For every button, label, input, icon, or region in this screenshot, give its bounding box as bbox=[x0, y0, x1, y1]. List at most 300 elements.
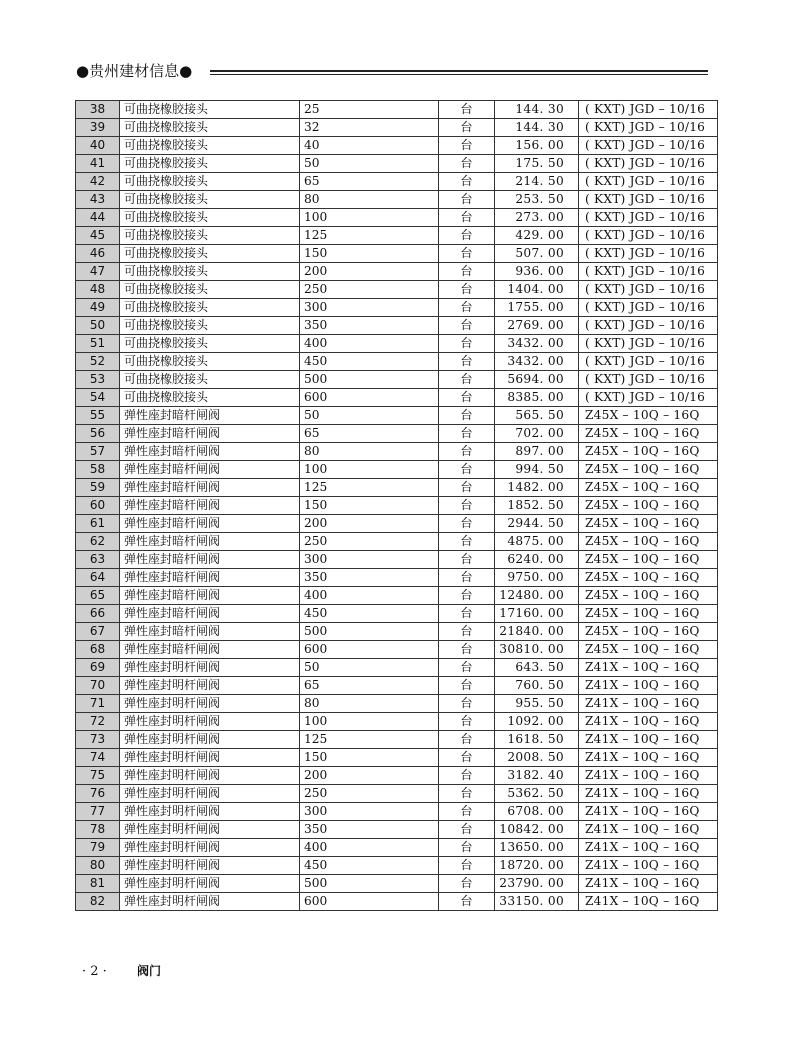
table-row bbox=[76, 389, 718, 407]
unit: 台 bbox=[439, 281, 495, 299]
row-number: 61 bbox=[76, 515, 120, 533]
table-row bbox=[76, 803, 718, 821]
unit: 台 bbox=[439, 821, 495, 839]
spec-size: 80 bbox=[300, 695, 439, 713]
spec-size: 350 bbox=[300, 317, 439, 335]
spec-size: 600 bbox=[300, 893, 439, 911]
product-name: 弹性座封暗杆闸阀 bbox=[120, 461, 300, 479]
table-row bbox=[76, 623, 718, 641]
model-number: Z45X – 10Q – 16Q bbox=[579, 497, 718, 515]
row-number: 38 bbox=[76, 101, 120, 119]
spec-size: 350 bbox=[300, 821, 439, 839]
table-row bbox=[76, 119, 718, 137]
unit: 台 bbox=[439, 767, 495, 785]
price-table-body bbox=[76, 101, 718, 911]
table-row bbox=[76, 605, 718, 623]
row-number: 55 bbox=[76, 407, 120, 425]
unit: 台 bbox=[439, 101, 495, 119]
row-number: 77 bbox=[76, 803, 120, 821]
spec-size: 80 bbox=[300, 443, 439, 461]
product-name: 弹性座封明杆闸阀 bbox=[120, 695, 300, 713]
model-number: Z45X – 10Q – 16Q bbox=[579, 533, 718, 551]
model-number: Z41X – 10Q – 16Q bbox=[579, 821, 718, 839]
unit: 台 bbox=[439, 137, 495, 155]
unit: 台 bbox=[439, 605, 495, 623]
spec-size: 25 bbox=[300, 101, 439, 119]
spec-size: 65 bbox=[300, 173, 439, 191]
row-number: 45 bbox=[76, 227, 120, 245]
row-number: 67 bbox=[76, 623, 120, 641]
row-number: 48 bbox=[76, 281, 120, 299]
product-name: 弹性座封暗杆闸阀 bbox=[120, 533, 300, 551]
unit: 台 bbox=[439, 839, 495, 857]
row-number: 57 bbox=[76, 443, 120, 461]
unit: 台 bbox=[439, 857, 495, 875]
unit: 台 bbox=[439, 425, 495, 443]
product-name: 可曲挠橡胶接头 bbox=[120, 317, 300, 335]
unit-price: 273. 00 bbox=[495, 209, 579, 227]
product-name: 弹性座封明杆闸阀 bbox=[120, 821, 300, 839]
model-number: ( KXT) JGD – 10/16 bbox=[579, 389, 718, 407]
row-number: 81 bbox=[76, 875, 120, 893]
unit-price: 1092. 00 bbox=[495, 713, 579, 731]
unit: 台 bbox=[439, 515, 495, 533]
table-row bbox=[76, 821, 718, 839]
spec-size: 65 bbox=[300, 677, 439, 695]
spec-size: 400 bbox=[300, 335, 439, 353]
product-name: 弹性座封暗杆闸阀 bbox=[120, 605, 300, 623]
model-number: ( KXT) JGD – 10/16 bbox=[579, 101, 718, 119]
table-row bbox=[76, 749, 718, 767]
unit: 台 bbox=[439, 371, 495, 389]
unit: 台 bbox=[439, 731, 495, 749]
unit-price: 23790. 00 bbox=[495, 875, 579, 893]
row-number: 72 bbox=[76, 713, 120, 731]
price-table bbox=[75, 100, 718, 911]
table-row bbox=[76, 299, 718, 317]
product-name: 可曲挠橡胶接头 bbox=[120, 389, 300, 407]
table-row bbox=[76, 641, 718, 659]
row-number: 65 bbox=[76, 587, 120, 605]
unit: 台 bbox=[439, 479, 495, 497]
product-name: 弹性座封暗杆闸阀 bbox=[120, 443, 300, 461]
unit-price: 5362. 50 bbox=[495, 785, 579, 803]
table-row bbox=[76, 371, 718, 389]
row-number: 46 bbox=[76, 245, 120, 263]
table-row bbox=[76, 353, 718, 371]
row-number: 52 bbox=[76, 353, 120, 371]
table-row bbox=[76, 317, 718, 335]
row-number: 62 bbox=[76, 533, 120, 551]
unit: 台 bbox=[439, 677, 495, 695]
row-number: 73 bbox=[76, 731, 120, 749]
row-number: 41 bbox=[76, 155, 120, 173]
model-number: ( KXT) JGD – 10/16 bbox=[579, 371, 718, 389]
product-name: 弹性座封暗杆闸阀 bbox=[120, 569, 300, 587]
spec-size: 40 bbox=[300, 137, 439, 155]
product-name: 弹性座封明杆闸阀 bbox=[120, 767, 300, 785]
spec-size: 600 bbox=[300, 641, 439, 659]
model-number: Z41X – 10Q – 16Q bbox=[579, 893, 718, 911]
product-name: 可曲挠橡胶接头 bbox=[120, 137, 300, 155]
unit: 台 bbox=[439, 317, 495, 335]
product-name: 弹性座封暗杆闸阀 bbox=[120, 479, 300, 497]
publication-title: ●贵州建材信息● bbox=[76, 62, 193, 80]
unit-price: 1755. 00 bbox=[495, 299, 579, 317]
unit: 台 bbox=[439, 461, 495, 479]
spec-size: 50 bbox=[300, 659, 439, 677]
unit: 台 bbox=[439, 407, 495, 425]
unit: 台 bbox=[439, 713, 495, 731]
spec-size: 150 bbox=[300, 749, 439, 767]
row-number: 71 bbox=[76, 695, 120, 713]
table-row bbox=[76, 785, 718, 803]
product-name: 弹性座封明杆闸阀 bbox=[120, 731, 300, 749]
spec-size: 50 bbox=[300, 155, 439, 173]
spec-size: 150 bbox=[300, 497, 439, 515]
table-row bbox=[76, 497, 718, 515]
unit: 台 bbox=[439, 533, 495, 551]
model-number: Z45X – 10Q – 16Q bbox=[579, 443, 718, 461]
spec-size: 250 bbox=[300, 785, 439, 803]
unit-price: 4875. 00 bbox=[495, 533, 579, 551]
product-name: 弹性座封暗杆闸阀 bbox=[120, 515, 300, 533]
unit-price: 3432. 00 bbox=[495, 353, 579, 371]
model-number: ( KXT) JGD – 10/16 bbox=[579, 299, 718, 317]
table-row bbox=[76, 191, 718, 209]
table-row bbox=[76, 479, 718, 497]
model-number: Z41X – 10Q – 16Q bbox=[579, 731, 718, 749]
table-row bbox=[76, 101, 718, 119]
page-number: · 2 · bbox=[82, 964, 107, 979]
product-name: 可曲挠橡胶接头 bbox=[120, 371, 300, 389]
unit-price: 702. 00 bbox=[495, 425, 579, 443]
unit-price: 760. 50 bbox=[495, 677, 579, 695]
unit-price: 6240. 00 bbox=[495, 551, 579, 569]
product-name: 弹性座封明杆闸阀 bbox=[120, 749, 300, 767]
product-name: 可曲挠橡胶接头 bbox=[120, 245, 300, 263]
row-number: 82 bbox=[76, 893, 120, 911]
spec-size: 300 bbox=[300, 803, 439, 821]
table-row bbox=[76, 893, 718, 911]
product-name: 可曲挠橡胶接头 bbox=[120, 263, 300, 281]
table-row bbox=[76, 839, 718, 857]
product-name: 可曲挠橡胶接头 bbox=[120, 209, 300, 227]
unit: 台 bbox=[439, 119, 495, 137]
unit-price: 936. 00 bbox=[495, 263, 579, 281]
spec-size: 65 bbox=[300, 425, 439, 443]
model-number: Z41X – 10Q – 16Q bbox=[579, 695, 718, 713]
unit: 台 bbox=[439, 569, 495, 587]
unit: 台 bbox=[439, 623, 495, 641]
unit-price: 1404. 00 bbox=[495, 281, 579, 299]
model-number: ( KXT) JGD – 10/16 bbox=[579, 227, 718, 245]
model-number: Z45X – 10Q – 16Q bbox=[579, 641, 718, 659]
table-row bbox=[76, 857, 718, 875]
model-number: Z45X – 10Q – 16Q bbox=[579, 605, 718, 623]
unit-price: 214. 50 bbox=[495, 173, 579, 191]
unit: 台 bbox=[439, 353, 495, 371]
product-name: 可曲挠橡胶接头 bbox=[120, 173, 300, 191]
model-number: ( KXT) JGD – 10/16 bbox=[579, 137, 718, 155]
row-number: 76 bbox=[76, 785, 120, 803]
product-name: 弹性座封明杆闸阀 bbox=[120, 713, 300, 731]
model-number: ( KXT) JGD – 10/16 bbox=[579, 263, 718, 281]
model-number: Z41X – 10Q – 16Q bbox=[579, 767, 718, 785]
table-row bbox=[76, 173, 718, 191]
row-number: 53 bbox=[76, 371, 120, 389]
model-number: Z45X – 10Q – 16Q bbox=[579, 425, 718, 443]
unit: 台 bbox=[439, 209, 495, 227]
product-name: 可曲挠橡胶接头 bbox=[120, 353, 300, 371]
page-header bbox=[76, 60, 716, 84]
row-number: 42 bbox=[76, 173, 120, 191]
unit-price: 156. 00 bbox=[495, 137, 579, 155]
unit-price: 2008. 50 bbox=[495, 749, 579, 767]
spec-size: 250 bbox=[300, 533, 439, 551]
unit: 台 bbox=[439, 785, 495, 803]
spec-size: 350 bbox=[300, 569, 439, 587]
row-number: 79 bbox=[76, 839, 120, 857]
row-number: 63 bbox=[76, 551, 120, 569]
spec-size: 400 bbox=[300, 839, 439, 857]
product-name: 弹性座封明杆闸阀 bbox=[120, 785, 300, 803]
spec-size: 125 bbox=[300, 731, 439, 749]
table-row bbox=[76, 443, 718, 461]
unit-price: 144. 30 bbox=[495, 101, 579, 119]
unit-price: 643. 50 bbox=[495, 659, 579, 677]
table-row bbox=[76, 875, 718, 893]
model-number: ( KXT) JGD – 10/16 bbox=[579, 281, 718, 299]
unit: 台 bbox=[439, 659, 495, 677]
table-row bbox=[76, 587, 718, 605]
row-number: 43 bbox=[76, 191, 120, 209]
row-number: 54 bbox=[76, 389, 120, 407]
unit: 台 bbox=[439, 335, 495, 353]
product-name: 可曲挠橡胶接头 bbox=[120, 299, 300, 317]
table-row bbox=[76, 677, 718, 695]
table-row bbox=[76, 227, 718, 245]
model-number: Z41X – 10Q – 16Q bbox=[579, 875, 718, 893]
product-name: 弹性座封明杆闸阀 bbox=[120, 857, 300, 875]
table-row bbox=[76, 533, 718, 551]
unit: 台 bbox=[439, 389, 495, 407]
unit: 台 bbox=[439, 443, 495, 461]
unit: 台 bbox=[439, 191, 495, 209]
unit-price: 6708. 00 bbox=[495, 803, 579, 821]
table-row bbox=[76, 263, 718, 281]
spec-size: 100 bbox=[300, 209, 439, 227]
product-name: 可曲挠橡胶接头 bbox=[120, 335, 300, 353]
unit: 台 bbox=[439, 875, 495, 893]
spec-size: 200 bbox=[300, 515, 439, 533]
model-number: ( KXT) JGD – 10/16 bbox=[579, 155, 718, 173]
row-number: 78 bbox=[76, 821, 120, 839]
model-number: ( KXT) JGD – 10/16 bbox=[579, 173, 718, 191]
product-name: 可曲挠橡胶接头 bbox=[120, 227, 300, 245]
unit-price: 1482. 00 bbox=[495, 479, 579, 497]
table-row bbox=[76, 209, 718, 227]
product-name: 可曲挠橡胶接头 bbox=[120, 119, 300, 137]
model-number: Z45X – 10Q – 16Q bbox=[579, 515, 718, 533]
model-number: Z41X – 10Q – 16Q bbox=[579, 839, 718, 857]
unit: 台 bbox=[439, 749, 495, 767]
unit-price: 1618. 50 bbox=[495, 731, 579, 749]
table-row bbox=[76, 155, 718, 173]
row-number: 74 bbox=[76, 749, 120, 767]
product-name: 可曲挠橡胶接头 bbox=[120, 101, 300, 119]
row-number: 68 bbox=[76, 641, 120, 659]
unit-price: 13650. 00 bbox=[495, 839, 579, 857]
table-row bbox=[76, 137, 718, 155]
product-name: 弹性座封暗杆闸阀 bbox=[120, 623, 300, 641]
unit: 台 bbox=[439, 587, 495, 605]
row-number: 50 bbox=[76, 317, 120, 335]
spec-size: 200 bbox=[300, 263, 439, 281]
row-number: 64 bbox=[76, 569, 120, 587]
model-number: Z41X – 10Q – 16Q bbox=[579, 659, 718, 677]
unit-price: 10842. 00 bbox=[495, 821, 579, 839]
unit: 台 bbox=[439, 173, 495, 191]
product-name: 弹性座封暗杆闸阀 bbox=[120, 551, 300, 569]
product-name: 弹性座封明杆闸阀 bbox=[120, 803, 300, 821]
table-row bbox=[76, 569, 718, 587]
spec-size: 500 bbox=[300, 623, 439, 641]
spec-size: 450 bbox=[300, 857, 439, 875]
unit: 台 bbox=[439, 695, 495, 713]
unit-price: 3432. 00 bbox=[495, 335, 579, 353]
table-row bbox=[76, 659, 718, 677]
model-number: Z45X – 10Q – 16Q bbox=[579, 623, 718, 641]
spec-size: 50 bbox=[300, 407, 439, 425]
model-number: ( KXT) JGD – 10/16 bbox=[579, 119, 718, 137]
product-name: 弹性座封暗杆闸阀 bbox=[120, 425, 300, 443]
unit-price: 8385. 00 bbox=[495, 389, 579, 407]
spec-size: 125 bbox=[300, 479, 439, 497]
unit: 台 bbox=[439, 893, 495, 911]
page-footer bbox=[82, 962, 187, 979]
model-number: ( KXT) JGD – 10/16 bbox=[579, 191, 718, 209]
model-number: Z45X – 10Q – 16Q bbox=[579, 461, 718, 479]
model-number: Z41X – 10Q – 16Q bbox=[579, 749, 718, 767]
row-number: 44 bbox=[76, 209, 120, 227]
spec-size: 450 bbox=[300, 605, 439, 623]
model-number: Z45X – 10Q – 16Q bbox=[579, 551, 718, 569]
table-row bbox=[76, 425, 718, 443]
unit-price: 955. 50 bbox=[495, 695, 579, 713]
product-name: 弹性座封暗杆闸阀 bbox=[120, 497, 300, 515]
table-row bbox=[76, 335, 718, 353]
product-name: 弹性座封明杆闸阀 bbox=[120, 677, 300, 695]
unit-price: 17160. 00 bbox=[495, 605, 579, 623]
unit-price: 1852. 50 bbox=[495, 497, 579, 515]
unit: 台 bbox=[439, 245, 495, 263]
unit: 台 bbox=[439, 497, 495, 515]
unit-price: 507. 00 bbox=[495, 245, 579, 263]
spec-size: 150 bbox=[300, 245, 439, 263]
table-row bbox=[76, 461, 718, 479]
unit: 台 bbox=[439, 299, 495, 317]
table-row bbox=[76, 245, 718, 263]
unit-price: 897. 00 bbox=[495, 443, 579, 461]
spec-size: 100 bbox=[300, 713, 439, 731]
row-number: 40 bbox=[76, 137, 120, 155]
row-number: 56 bbox=[76, 425, 120, 443]
unit-price: 175. 50 bbox=[495, 155, 579, 173]
unit-price: 2944. 50 bbox=[495, 515, 579, 533]
row-number: 66 bbox=[76, 605, 120, 623]
unit-price: 18720. 00 bbox=[495, 857, 579, 875]
spec-size: 500 bbox=[300, 371, 439, 389]
spec-size: 32 bbox=[300, 119, 439, 137]
spec-size: 80 bbox=[300, 191, 439, 209]
row-number: 59 bbox=[76, 479, 120, 497]
unit: 台 bbox=[439, 641, 495, 659]
header-rule-thin bbox=[210, 74, 708, 75]
spec-size: 450 bbox=[300, 353, 439, 371]
product-name: 可曲挠橡胶接头 bbox=[120, 191, 300, 209]
unit: 台 bbox=[439, 155, 495, 173]
table-row bbox=[76, 407, 718, 425]
table-row bbox=[76, 551, 718, 569]
model-number: Z41X – 10Q – 16Q bbox=[579, 785, 718, 803]
unit: 台 bbox=[439, 227, 495, 245]
row-number: 70 bbox=[76, 677, 120, 695]
unit-price: 9750. 00 bbox=[495, 569, 579, 587]
product-name: 弹性座封暗杆闸阀 bbox=[120, 587, 300, 605]
unit-price: 21840. 00 bbox=[495, 623, 579, 641]
model-number: ( KXT) JGD – 10/16 bbox=[579, 245, 718, 263]
unit: 台 bbox=[439, 551, 495, 569]
spec-size: 300 bbox=[300, 551, 439, 569]
row-number: 75 bbox=[76, 767, 120, 785]
unit-price: 5694. 00 bbox=[495, 371, 579, 389]
row-number: 51 bbox=[76, 335, 120, 353]
unit-price: 3182. 40 bbox=[495, 767, 579, 785]
unit-price: 429. 00 bbox=[495, 227, 579, 245]
table-row bbox=[76, 515, 718, 533]
row-number: 60 bbox=[76, 497, 120, 515]
product-name: 弹性座封暗杆闸阀 bbox=[120, 641, 300, 659]
spec-size: 250 bbox=[300, 281, 439, 299]
unit-price: 33150. 00 bbox=[495, 893, 579, 911]
row-number: 69 bbox=[76, 659, 120, 677]
row-number: 49 bbox=[76, 299, 120, 317]
row-number: 58 bbox=[76, 461, 120, 479]
table-row bbox=[76, 767, 718, 785]
row-number: 80 bbox=[76, 857, 120, 875]
table-row bbox=[76, 713, 718, 731]
model-number: Z45X – 10Q – 16Q bbox=[579, 407, 718, 425]
product-name: 弹性座封暗杆闸阀 bbox=[120, 407, 300, 425]
unit-price: 144. 30 bbox=[495, 119, 579, 137]
spec-size: 400 bbox=[300, 587, 439, 605]
unit: 台 bbox=[439, 263, 495, 281]
product-name: 弹性座封明杆闸阀 bbox=[120, 839, 300, 857]
model-number: Z45X – 10Q – 16Q bbox=[579, 587, 718, 605]
product-name: 弹性座封明杆闸阀 bbox=[120, 893, 300, 911]
spec-size: 500 bbox=[300, 875, 439, 893]
unit-price: 2769. 00 bbox=[495, 317, 579, 335]
model-number: Z41X – 10Q – 16Q bbox=[579, 857, 718, 875]
model-number: Z41X – 10Q – 16Q bbox=[579, 713, 718, 731]
model-number: ( KXT) JGD – 10/16 bbox=[579, 353, 718, 371]
model-number: Z41X – 10Q – 16Q bbox=[579, 803, 718, 821]
table-row bbox=[76, 281, 718, 299]
unit-price: 565. 50 bbox=[495, 407, 579, 425]
section-name: 阀门 bbox=[136, 964, 161, 978]
model-number: Z45X – 10Q – 16Q bbox=[579, 479, 718, 497]
